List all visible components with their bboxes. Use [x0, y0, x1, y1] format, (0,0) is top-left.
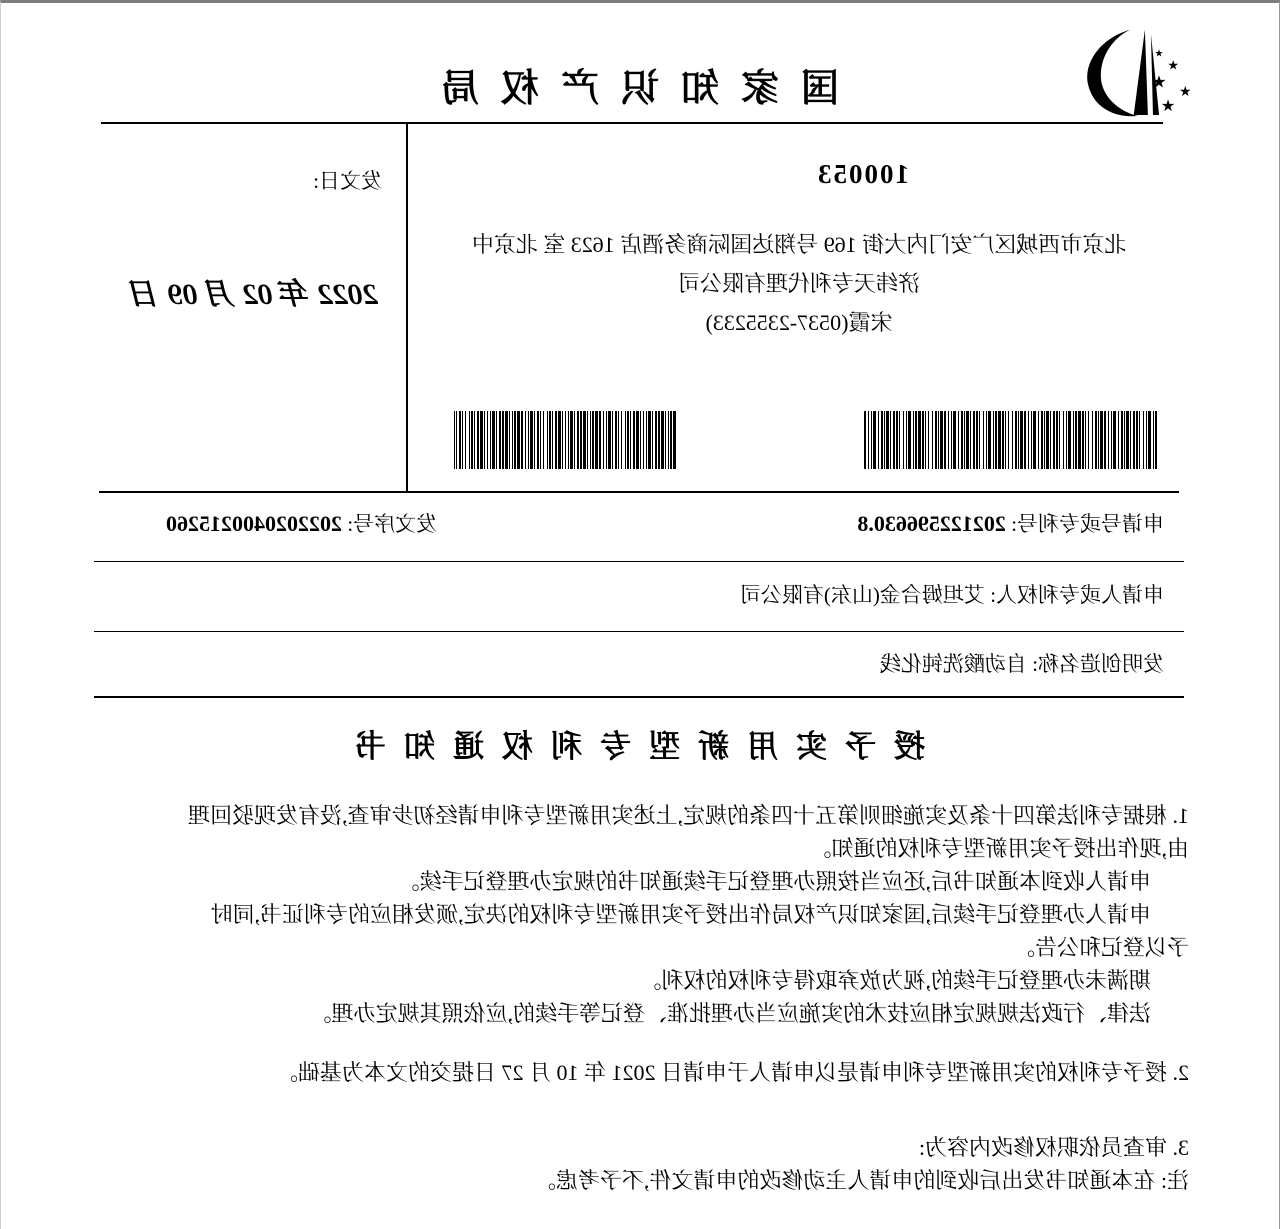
body-line: 予以登记和公告。 — [1012, 935, 1189, 960]
postal-code: 100053 — [816, 159, 909, 189]
body-line: 法律、行政法规规定相应技术的实施应当办理批准、登记等手续的,应依照其规定办理。 — [309, 1001, 1151, 1026]
agency-title: 国家知识产权局 — [419, 66, 840, 110]
body-line: 2. 授予专利权的实用新型专利申请是以申请人于申请日 2021 年 10 月 27 日提交的文本为基础。 — [275, 1060, 1189, 1085]
serial-number-row — [166, 508, 437, 538]
serial-number-value: 2022020400215260 — [166, 511, 342, 536]
recipient-contact: 宋霞(0537-2355233) — [705, 310, 893, 335]
svg-text:★: ★ — [1179, 83, 1192, 100]
body-line: 由,现作出授予实用新型专利权的通知。 — [809, 836, 1189, 861]
svg-text:★: ★ — [1151, 72, 1167, 92]
svg-text:★: ★ — [1154, 48, 1164, 60]
serial-number-label: 发文序号: — [347, 512, 438, 536]
dispatch-date-label: 发文日: — [313, 169, 382, 193]
application-number-label: 申请号或专利号: — [1011, 512, 1164, 536]
svg-text:★: ★ — [1160, 96, 1176, 115]
header-rule — [101, 122, 1163, 124]
notice-title: 授予实用新型专利权通知书 — [337, 729, 925, 765]
body-line: 期满未办理登记手续的,视为放弃取得专利权的权利。 — [639, 968, 1151, 993]
application-number-value: 202122596630.8 — [857, 511, 1006, 536]
field-rule-1 — [94, 561, 1184, 562]
invention-name-row — [880, 648, 1164, 678]
barcode — [864, 411, 1157, 469]
invention-name-label: 发明创造名称: — [1032, 652, 1164, 676]
body-line: 1. 根据专利法第四十条及实施细则第五十四条的规定,上述实用新型专利申请经初步审查,没有发现驳回理 — [187, 803, 1189, 828]
header-box-bottom-rule — [99, 491, 1179, 493]
barcode — [454, 411, 676, 469]
svg-text:★: ★ — [1167, 57, 1180, 73]
application-number-row — [857, 508, 1164, 538]
applicant-label: 申请人或专利权人: — [990, 583, 1164, 607]
applicant-row — [740, 579, 1164, 609]
field-rule-2 — [94, 631, 1184, 632]
field-rule-3 — [94, 696, 1184, 698]
address-line-2: 济纬天专利代理有限公司 — [678, 271, 921, 296]
body-line: 申请人收到本通知书后,还应当按照办理登记手续通知书的规定办理登记手续。 — [397, 869, 1151, 894]
body-line: 申请人办理登记手续后,国家知识产权局作出授予实用新型专利权的决定,颁发相应的专利证书,同时 — [210, 902, 1151, 927]
body-line: 3. 审查员依职权修改内容为: — [918, 1135, 1189, 1160]
dispatch-date-value: 2022 年 02 月 09 日 — [130, 278, 378, 311]
notice-body — [84, 799, 1189, 1197]
address-line-1: 北京市西城区广安门内大街 169 号翔达国际商务酒店 1623 室 北京中 — [471, 232, 1127, 257]
body-line: 注: 在本通知书发出后收到的申请人主动修改的申请文件,不予考虑。 — [533, 1168, 1189, 1193]
invention-name-value: 自动酸洗钝化线 — [879, 652, 1027, 676]
recipient-address-block — [417, 225, 1181, 342]
applicant-value: 艾坦姆合金(山东)有限公司 — [739, 583, 985, 607]
